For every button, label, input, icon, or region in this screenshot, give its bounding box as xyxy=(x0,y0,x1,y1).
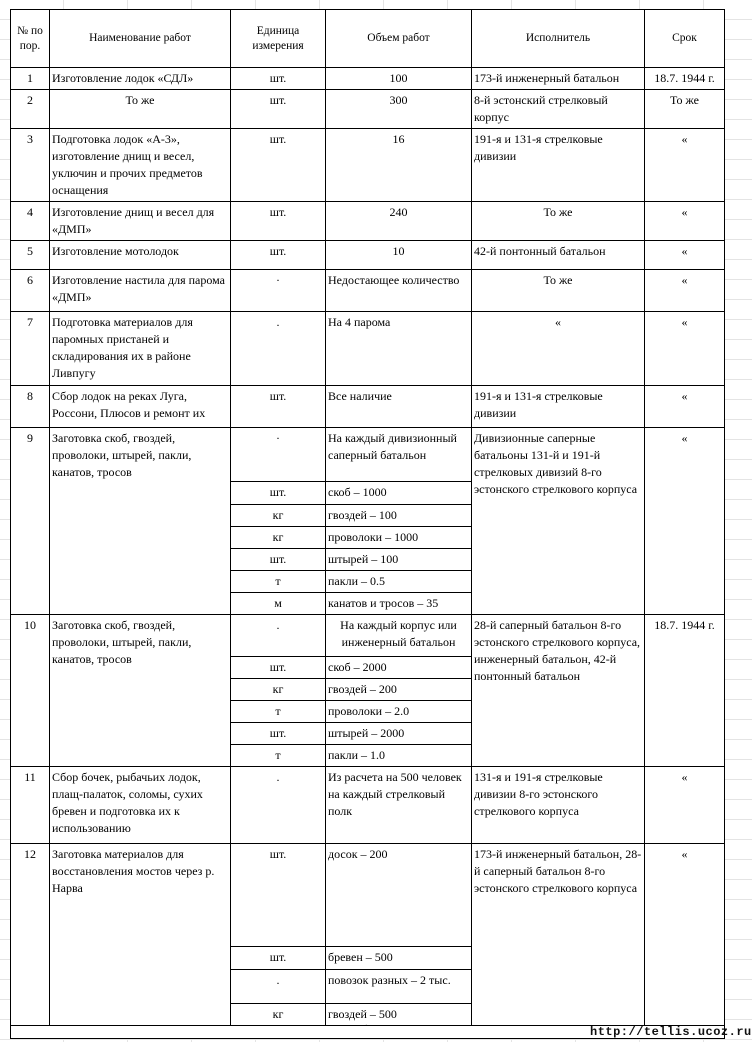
table-row xyxy=(11,428,725,482)
table-row xyxy=(11,312,725,386)
work-name: Заготовка скоб, гвоздей, проволоки, штырей, пакли, канатов, тросов xyxy=(50,428,231,615)
work-name: Сбор бочек, рыбачьих лодок, плащ-палаток, соломы, сухих бревен и подготовка их к использованию xyxy=(50,767,231,844)
unit-cell: шт. xyxy=(231,68,326,90)
volume-cell: канатов и тросов – 35 xyxy=(326,593,472,615)
volume-cell: пакли – 0.5 xyxy=(326,571,472,593)
work-name: То же xyxy=(50,90,231,129)
row-number: 10 xyxy=(11,615,50,767)
volume-cell: 16 xyxy=(326,129,472,202)
unit-cell: кг xyxy=(231,1004,326,1026)
table-row xyxy=(11,90,725,129)
row-number: 9 xyxy=(11,428,50,615)
unit-cell: т xyxy=(231,701,326,723)
table-header-row xyxy=(11,10,725,68)
volume-cell: гвоздей – 100 xyxy=(326,505,472,527)
unit-cell: кг xyxy=(231,527,326,549)
deadline-cell: То же xyxy=(645,90,725,129)
volume-cell: Из расчета на 500 человек на каждый стрелковый полк xyxy=(326,767,472,844)
deadline-cell: « xyxy=(645,844,725,1026)
unit-cell: шт. xyxy=(231,129,326,202)
executor-cell: 8-й эстонский стрелковый корпус xyxy=(472,90,645,129)
unit-cell: шт. xyxy=(231,202,326,241)
row-number: 2 xyxy=(11,90,50,129)
volume-cell: пакли – 1.0 xyxy=(326,745,472,767)
volume-cell: бревен – 500 xyxy=(326,947,472,970)
volume-cell: проволоки – 2.0 xyxy=(326,701,472,723)
header-deadline: Срок xyxy=(645,10,725,68)
unit-cell: шт. xyxy=(231,482,326,505)
deadline-cell: « xyxy=(645,129,725,202)
table-row xyxy=(11,844,725,947)
unit-cell: · xyxy=(231,428,326,482)
row-number: 12 xyxy=(11,844,50,1026)
executor-cell: 28-й саперный батальон 8-го эстонского стрелкового корпуса, инженерный батальон, 42-й понтонный батальон xyxy=(472,615,645,767)
executor-cell: Дивизионные саперные батальоны 131-й и 191-й стрелковых дивизий 8-го эстонского стрелкового корпуса xyxy=(472,428,645,615)
table-row xyxy=(11,615,725,657)
table-row xyxy=(11,202,725,241)
unit-cell: шт. xyxy=(231,723,326,745)
volume-cell: 240 xyxy=(326,202,472,241)
volume-cell: 10 xyxy=(326,241,472,270)
unit-cell: . xyxy=(231,767,326,844)
executor-cell: 173-й инженерный батальон, 28-й саперный батальон 8-го эстонского стрелкового корпуса xyxy=(472,844,645,1026)
volume-cell: гвоздей – 200 xyxy=(326,679,472,701)
volume-cell: скоб – 1000 xyxy=(326,482,472,505)
row-number: 8 xyxy=(11,386,50,428)
volume-cell: штырей – 100 xyxy=(326,549,472,571)
table-row xyxy=(11,767,725,844)
volume-cell: 300 xyxy=(326,90,472,129)
deadline-cell: « xyxy=(645,428,725,615)
row-number: 3 xyxy=(11,129,50,202)
table-row xyxy=(11,386,725,428)
executor-cell: 42-й понтонный батальон xyxy=(472,241,645,270)
unit-cell: шт. xyxy=(231,947,326,970)
unit-cell: . xyxy=(231,970,326,1004)
executor-cell: « xyxy=(472,312,645,386)
executor-cell: 191-я и 131-я стрелковые дивизии xyxy=(472,129,645,202)
volume-cell: На каждый корпус или инженерный батальон xyxy=(326,615,472,657)
work-name: Подготовка лодок «А-3», изготовление днищ и весел, уключин и прочих предметов оснащения xyxy=(50,129,231,202)
header-volume: Объем работ xyxy=(326,10,472,68)
row-number: 7 xyxy=(11,312,50,386)
executor-cell: То же xyxy=(472,202,645,241)
row-number: 5 xyxy=(11,241,50,270)
deadline-cell: « xyxy=(645,767,725,844)
volume-cell: На каждый дивизионный саперный батальон xyxy=(326,428,472,482)
work-name: Заготовка материалов для восстановления мостов через р. Нарва xyxy=(50,844,231,1026)
volume-cell: скоб – 2000 xyxy=(326,657,472,679)
row-number: 4 xyxy=(11,202,50,241)
deadline-cell: 18.7. 1944 г. xyxy=(645,68,725,90)
deadline-cell: « xyxy=(645,241,725,270)
unit-cell: шт. xyxy=(231,657,326,679)
work-name: Изготовление мотолодок xyxy=(50,241,231,270)
unit-cell: шт. xyxy=(231,90,326,129)
row-number: 6 xyxy=(11,270,50,312)
volume-cell: Недостающее количество xyxy=(326,270,472,312)
volume-cell: проволоки – 1000 xyxy=(326,527,472,549)
unit-cell: т xyxy=(231,571,326,593)
table-row xyxy=(11,270,725,312)
unit-cell: т xyxy=(231,745,326,767)
volume-cell: гвоздей – 500 xyxy=(326,1004,472,1026)
header-work-name: Наименование работ xyxy=(50,10,231,68)
unit-cell: шт. xyxy=(231,386,326,428)
header-number: № по пор. xyxy=(11,10,50,68)
unit-cell: кг xyxy=(231,505,326,527)
deadline-cell: 18.7. 1944 г. xyxy=(645,615,725,767)
volume-cell: На 4 парома xyxy=(326,312,472,386)
unit-cell: шт. xyxy=(231,241,326,270)
table-row xyxy=(11,68,725,90)
executor-cell: То же xyxy=(472,270,645,312)
footer-mark: . xyxy=(365,1018,368,1029)
volume-cell: 100 xyxy=(326,68,472,90)
deadline-cell: « xyxy=(645,312,725,386)
work-name: Сбор лодок на реках Луга, Россони, Плюсов и ремонт их xyxy=(50,386,231,428)
unit-cell: кг xyxy=(231,679,326,701)
executor-cell: 173-й инженерный батальон xyxy=(472,68,645,90)
work-name: Изготовление днищ и весел для «ДМП» xyxy=(50,202,231,241)
deadline-cell: « xyxy=(645,386,725,428)
row-number: 11 xyxy=(11,767,50,844)
unit-cell: м xyxy=(231,593,326,615)
work-name: Изготовление настила для парома «ДМП» xyxy=(50,270,231,312)
unit-cell: . xyxy=(231,312,326,386)
watermark: http://tellis.ucoz.ru xyxy=(590,1025,752,1039)
work-name: Изготовление лодок «СДЛ» xyxy=(50,68,231,90)
unit-cell: шт. xyxy=(231,549,326,571)
executor-cell: 191-я и 131-я стрелковые дивизии xyxy=(472,386,645,428)
executor-cell: 131-я и 191-я стрелковые дивизии 8-го эстонского стрелкового корпуса xyxy=(472,767,645,844)
volume-cell: штырей – 2000 xyxy=(326,723,472,745)
unit-cell: . xyxy=(231,615,326,657)
volume-cell: повозок разных – 2 тыс. xyxy=(326,970,472,1004)
unit-cell: · xyxy=(231,270,326,312)
header-executor: Исполнитель xyxy=(472,10,645,68)
table-row xyxy=(11,129,725,202)
work-name: Заготовка скоб, гвоздей, проволоки, штырей, пакли, канатов, тросов xyxy=(50,615,231,767)
header-unit: Единица измерения xyxy=(231,10,326,68)
works-table xyxy=(10,9,725,1039)
volume-cell: досок – 200 xyxy=(326,844,472,947)
volume-cell: Все наличие xyxy=(326,386,472,428)
deadline-cell: « xyxy=(645,270,725,312)
table-row xyxy=(11,241,725,270)
work-name: Подготовка материалов для паромных пристаней и складирования их в районе Ливпугу xyxy=(50,312,231,386)
unit-cell: шт. xyxy=(231,844,326,947)
row-number: 1 xyxy=(11,68,50,90)
deadline-cell: « xyxy=(645,202,725,241)
